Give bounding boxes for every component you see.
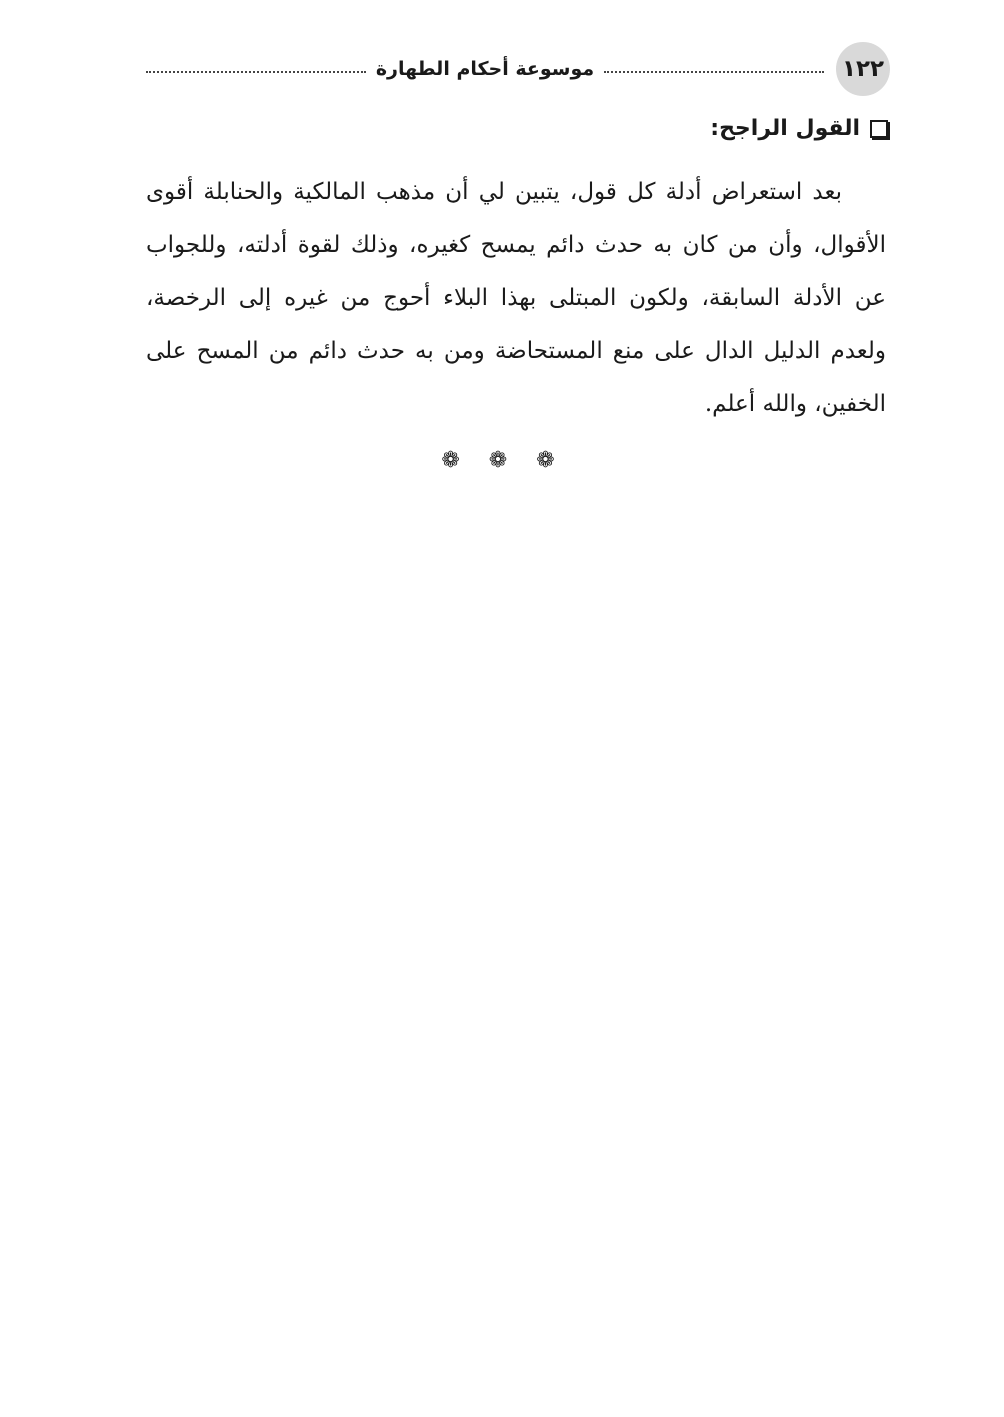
flower-ornament-icon: ❁ xyxy=(441,448,468,473)
section-end-ornaments xyxy=(0,448,1004,473)
header-dotted-leader-left xyxy=(146,71,366,73)
square-bullet-icon xyxy=(870,120,888,138)
body-paragraph: بعد استعراض أدلة كل قول، يتبين لي أن مذهب المالكية والحنابلة أقوى الأقوال، وأن من كان به حدث دائم يمسح كغيره، وذلك لقوة أدلته، وللجواب عن الأدلة السابقة، ولكون المبتلى بهذا البلاء أحوج من غيره إلى الرخصة، ولعدم الدليل الدال على منع المستحاضة ومن به حدث دائم من المسح على الخفين، والله أعلم. xyxy=(146,179,886,417)
flower-ornament-icon: ❁ xyxy=(536,448,563,473)
page-number: ١٢٢ xyxy=(836,42,890,96)
page-header xyxy=(146,42,890,96)
section-heading-text: القول الراجح: xyxy=(710,116,860,141)
section-heading xyxy=(710,116,888,141)
header-dotted-leader-right xyxy=(604,71,824,73)
flower-ornament-icon: ❁ xyxy=(488,448,516,473)
running-title: موسوعة أحكام الطهارة xyxy=(375,58,595,80)
